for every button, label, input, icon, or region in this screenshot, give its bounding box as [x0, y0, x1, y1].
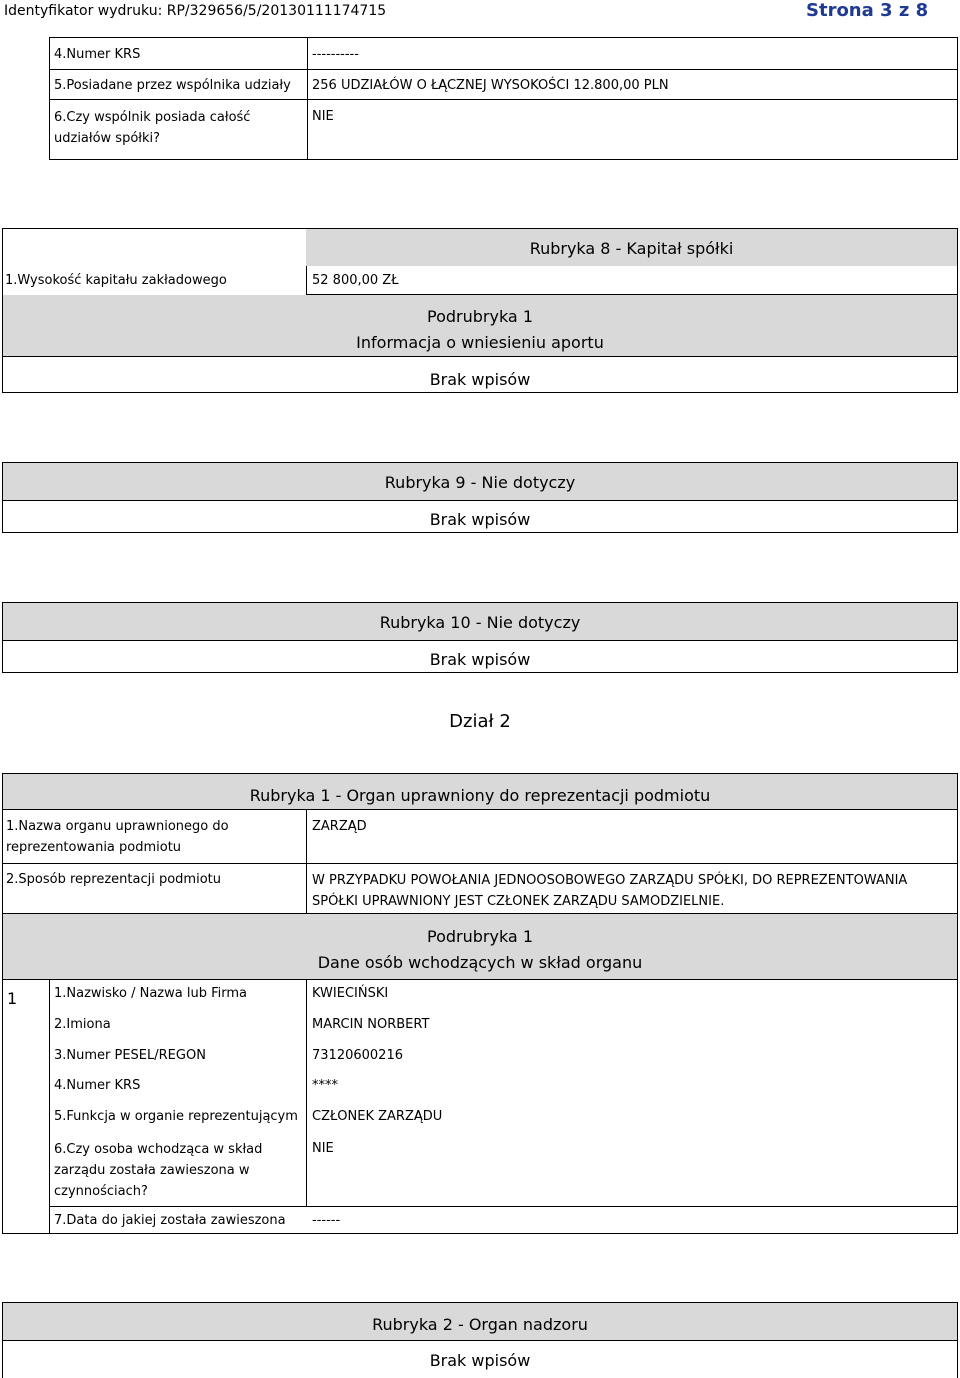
- value-data-zawieszenia: ------: [312, 1213, 341, 1228]
- value-sposob-reprezentacji: W PRZYPADKU POWOŁANIA JEDNOOSOBOWEGO ZARZĄDU SPÓŁKI, DO REPREZENTOWANIA SPÓŁKI UPRAWNIONY JEST CZŁONEK ZARZĄDU SAMODZIELNIE.: [312, 873, 908, 909]
- rubryka10-empty: Brak wpisów: [429, 650, 531, 669]
- label-numer-krs: 4.Numer KRS: [54, 47, 141, 62]
- dzial2-title: Dział 2: [449, 711, 511, 732]
- label-kapital-zakladowy: 1.Wysokość kapitału zakładowego: [5, 273, 227, 288]
- rubryka2-empty: Brak wpisów: [429, 1351, 531, 1370]
- label-person-krs: 4.Numer KRS: [54, 1078, 141, 1093]
- rubryka8-title: Rubryka 8 - Kapitał spółki: [529, 239, 734, 258]
- value-posiadane-udzialy: 256 UDZIAŁÓW O ŁĄCZNEJ WYSOKOŚCI 12.800,00 PLN: [312, 78, 669, 93]
- label-sposob-reprezentacji: 2.Sposób reprezentacji podmiotu: [6, 872, 221, 887]
- page-number: Strona 3 z 8: [806, 0, 929, 21]
- label-nazwa-organu: 1.Nazwa organu uprawnionego do reprezentowania podmiotu: [6, 819, 229, 855]
- value-imiona: MARCIN NORBERT: [312, 1017, 430, 1032]
- label-posiadane-udzialy: 5.Posiadane przez wspólnika udziały: [54, 78, 291, 93]
- value-kapital-zakladowy: 52 800,00 ZŁ: [312, 273, 399, 288]
- podrubryka1-subtitle: Dane osób wchodzących w skład organu: [317, 953, 643, 972]
- person-index: 1: [7, 989, 18, 1008]
- dzial2-rubryka1-title: Rubryka 1 - Organ uprawniony do reprezentacji podmiotu: [249, 786, 711, 805]
- label-funkcja: 5.Funkcja w organie reprezentującym: [54, 1109, 298, 1124]
- value-numer-krs: ----------: [312, 47, 359, 62]
- print-identifier: Identyfikator wydruku: RP/329656/5/20130111174715: [4, 3, 387, 19]
- value-calosc-udzialow: NIE: [312, 109, 334, 124]
- rubryka9-empty: Brak wpisów: [429, 510, 531, 529]
- label-nazwisko: 1.Nazwisko / Nazwa lub Firma: [54, 986, 247, 1001]
- label-data-zawieszenia: 7.Data do jakiej została zawieszona: [54, 1213, 286, 1228]
- rubryka10-title: Rubryka 10 - Nie dotyczy: [379, 613, 581, 632]
- label-calosc-udzialow: 6.Czy wspólnik posiada całość udziałów spółki?: [54, 110, 251, 146]
- rubryka9-title: Rubryka 9 - Nie dotyczy: [384, 473, 576, 492]
- value-funkcja: CZŁONEK ZARZĄDU: [312, 1109, 443, 1124]
- value-zawieszona: NIE: [312, 1141, 334, 1156]
- rubryka2-title: Rubryka 2 - Organ nadzoru: [372, 1315, 588, 1334]
- value-pesel: 73120600216: [312, 1048, 403, 1063]
- podrubryka1-title: Podrubryka 1: [427, 927, 533, 946]
- value-nazwisko: KWIECIŃSKI: [312, 986, 389, 1001]
- rubryka8-empty: Brak wpisów: [429, 370, 531, 389]
- value-nazwa-organu: ZARZĄD: [312, 819, 367, 834]
- label-zawieszona: 6.Czy osoba wchodząca w skład zarządu została zawieszona w czynnościach?: [54, 1142, 263, 1199]
- rubryka8-sub-subtitle: Informacja o wniesieniu aportu: [356, 333, 604, 352]
- label-imiona: 2.Imiona: [54, 1017, 111, 1032]
- value-person-krs: ****: [312, 1078, 338, 1093]
- rubryka8-sub-title: Podrubryka 1: [427, 307, 533, 326]
- label-pesel: 3.Numer PESEL/REGON: [54, 1048, 206, 1063]
